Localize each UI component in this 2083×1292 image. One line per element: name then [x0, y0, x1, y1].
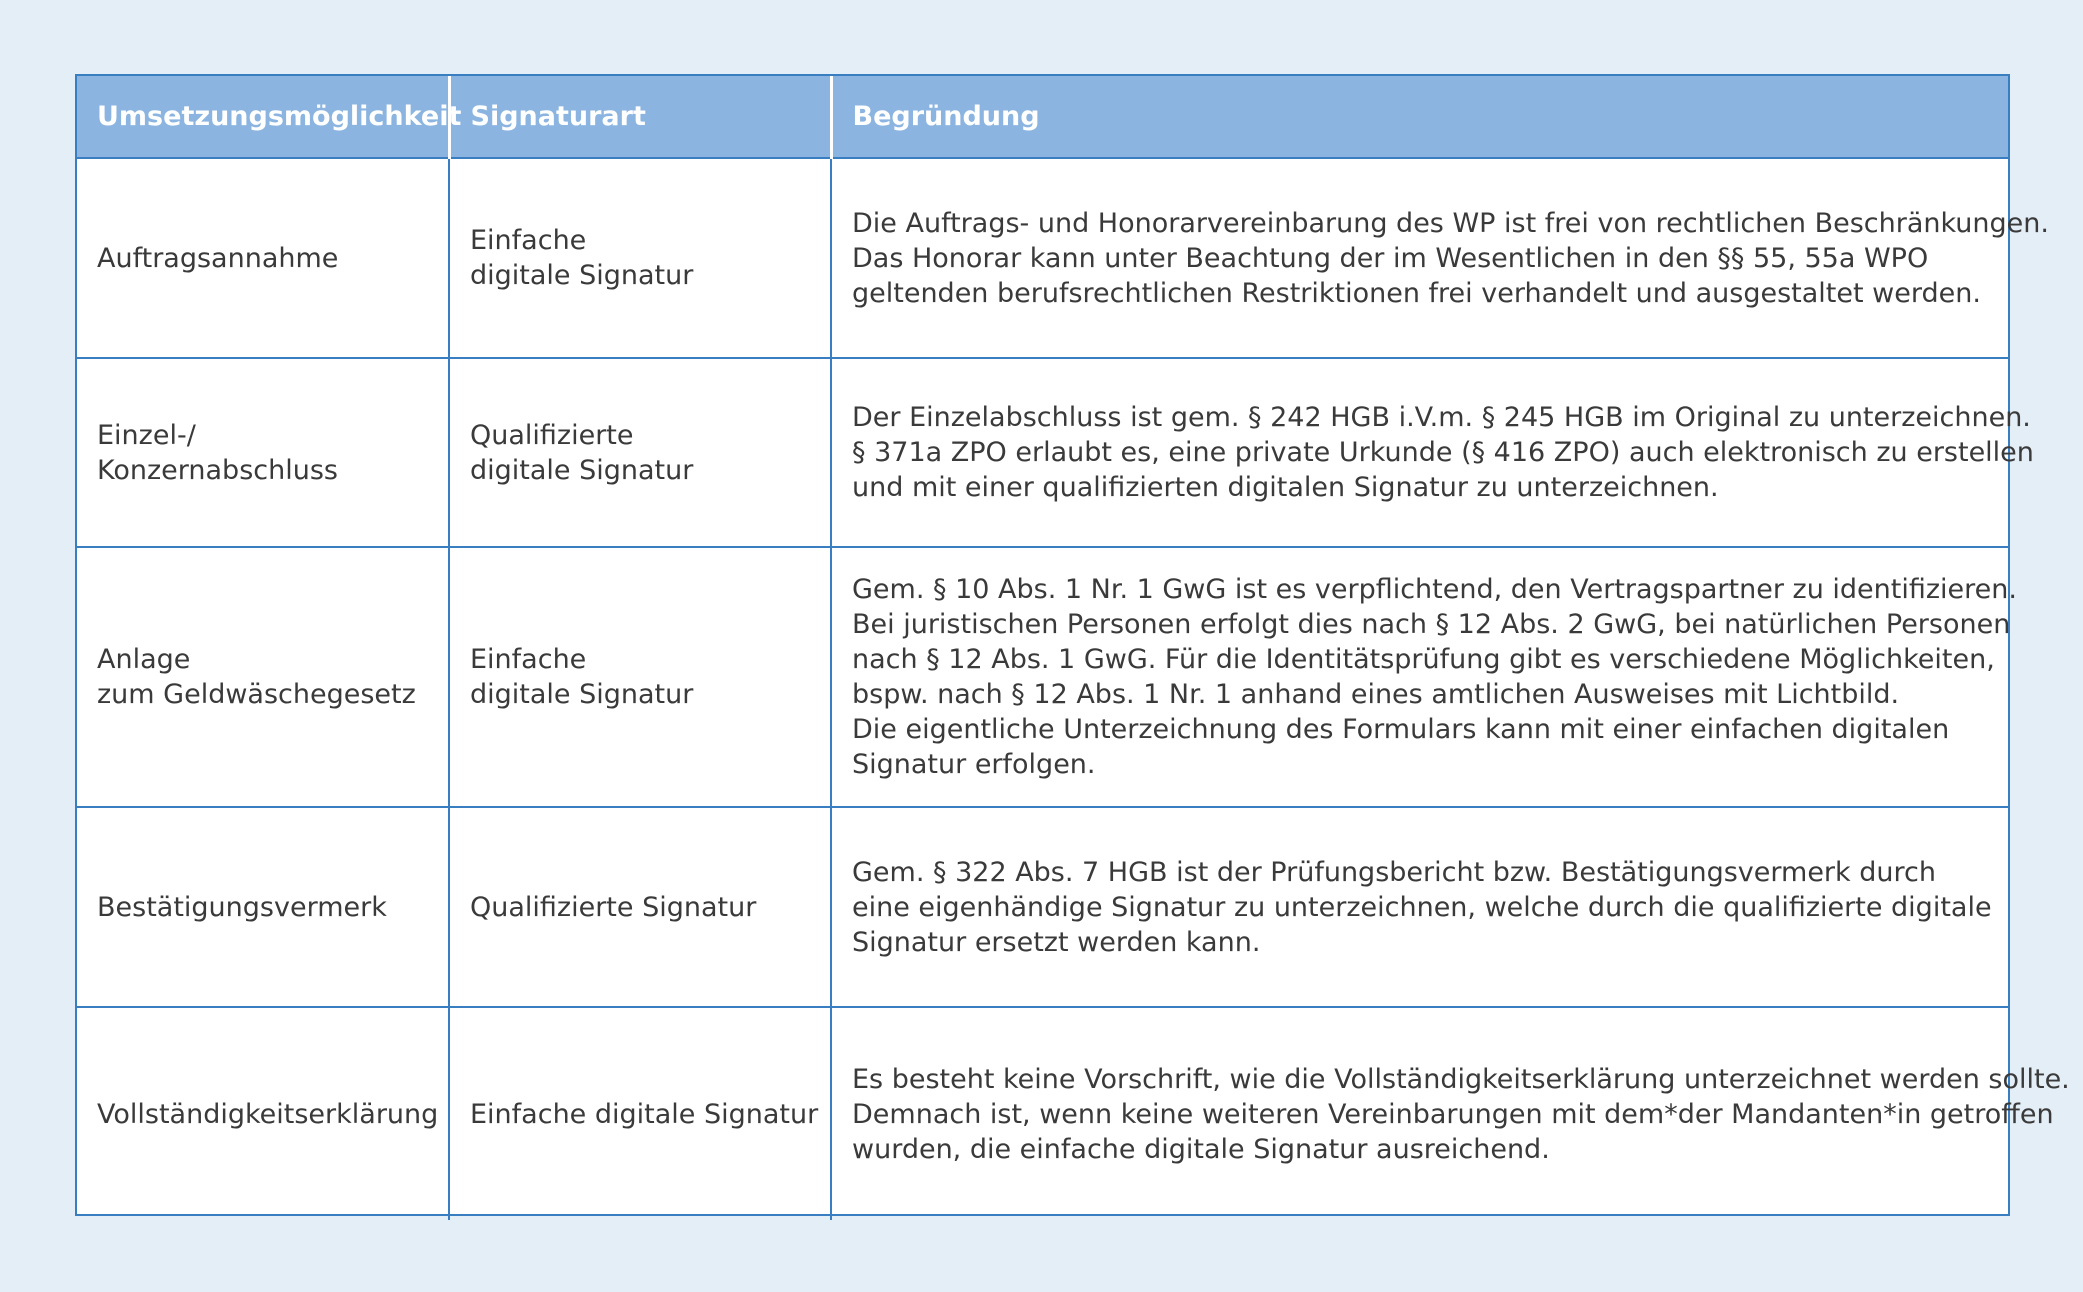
reason-text: Das Honorar kann unter Beachtung der im Wesentlichen in den §§ 55, 55a WPO	[852, 242, 1929, 274]
table-row	[77, 358, 2008, 547]
signature-text: Qualifizierte Signatur	[470, 891, 757, 923]
reason-text: geltenden berufsrechtlichen Restriktionen frei verhandelt und ausgestaltet werden.	[852, 277, 1981, 309]
option-text: Bestätigungsvermerk	[97, 891, 387, 923]
signature-cell	[449, 1007, 831, 1220]
table-row	[77, 547, 2008, 807]
reason-cell	[831, 158, 2049, 358]
reason-text: Es besteht keine Vorschrift, wie die Vollständigkeitserklärung unterzeichnet werden sollte.	[852, 1063, 2070, 1095]
column-header-signature: Signaturart	[449, 76, 831, 158]
column-header-reason: Begründung	[831, 76, 2008, 158]
reason-text: Der Einzelabschluss ist gem. § 242 HGB i.V.m. § 245 HGB im Original zu unterzeichnen.	[852, 402, 2031, 433]
table-row	[77, 807, 2008, 1007]
signature-cell	[449, 547, 831, 807]
option-cell	[77, 807, 449, 1007]
signature-text: digitale Signatur	[470, 679, 694, 710]
column-header-option: Umsetzungsmöglichkeit	[77, 76, 449, 158]
reason-text: nach § 12 Abs. 1 GwG. Für die Identitätsprüfung gibt es verschiedene Möglichkeiten,	[852, 644, 1995, 675]
reason-text: bspw. nach § 12 Abs. 1 Nr. 1 anhand eines amtlichen Ausweises mit Lichtbild.	[852, 679, 1900, 710]
option-cell	[77, 358, 449, 547]
option-text: Anlage	[97, 644, 191, 675]
reason-text: eine eigenhändige Signatur zu unterzeichnen, welche durch die qualifizierte digitale	[852, 891, 1992, 923]
option-cell	[77, 547, 449, 807]
table-row	[77, 1007, 2008, 1220]
reason-text: Die Auftrags- und Honorarvereinbarung des WP ist frei von rechtlichen Beschränkungen.	[852, 207, 2049, 239]
option-cell	[77, 1007, 449, 1220]
reason-cell	[831, 358, 2034, 547]
signature-text: Einfache digitale Signatur	[470, 1098, 819, 1130]
reason-text: Gem. § 322 Abs. 7 HGB ist der Prüfungsbericht bzw. Bestätigungsvermerk durch	[852, 856, 1936, 888]
signature-text: digitale Signatur	[470, 454, 694, 486]
option-text: Vollständigkeitserklärung	[97, 1098, 439, 1130]
reason-text: § 371a ZPO erlaubt es, eine private Urkunde (§ 416 ZPO) auch elektronisch zu erstellen	[852, 437, 2034, 468]
reason-text: Demnach ist, wenn keine weiteren Vereinbarungen mit dem*der Mandanten*in getroffen	[852, 1098, 2054, 1130]
signature-table-container	[75, 74, 2070, 1216]
signature-table	[77, 76, 2070, 1220]
signature-text: Einfache	[470, 225, 587, 256]
signature-cell	[449, 158, 831, 358]
table-header-row	[77, 76, 2008, 158]
option-text: zum Geldwäschegesetz	[97, 679, 416, 710]
reason-text: Die eigentliche Unterzeichnung des Formulars kann mit einer einfachen digitalen	[852, 714, 1950, 745]
signature-text: digitale Signatur	[470, 260, 694, 291]
reason-text: wurden, die einfache digitale Signatur ausreichend.	[852, 1133, 1550, 1165]
table-row	[77, 158, 2008, 358]
signature-text: Einfache	[470, 644, 587, 675]
signature-cell	[449, 807, 831, 1007]
signature-cell	[449, 358, 831, 547]
signature-text: Qualifizierte	[470, 419, 634, 451]
reason-text: und mit einer qualifizierten digitalen Signatur zu unterzeichnen.	[852, 472, 1719, 503]
option-text: Einzel-/	[97, 419, 196, 451]
option-text: Auftragsannahme	[97, 242, 339, 274]
reason-text: Signatur erfolgen.	[852, 749, 1096, 780]
reason-text: Bei juristischen Personen erfolgt dies nach § 12 Abs. 2 GwG, bei natürlichen Personen	[852, 609, 2011, 640]
reason-cell	[831, 1007, 2070, 1220]
option-text: Konzernabschluss	[97, 454, 338, 486]
reason-text: Gem. § 10 Abs. 1 Nr. 1 GwG ist es verpflichtend, den Vertragspartner zu identifizieren.	[852, 574, 2017, 605]
option-cell	[77, 158, 449, 358]
reason-cell	[831, 807, 2008, 1007]
reason-text: Signatur ersetzt werden kann.	[852, 926, 1261, 958]
reason-cell	[831, 547, 2017, 807]
